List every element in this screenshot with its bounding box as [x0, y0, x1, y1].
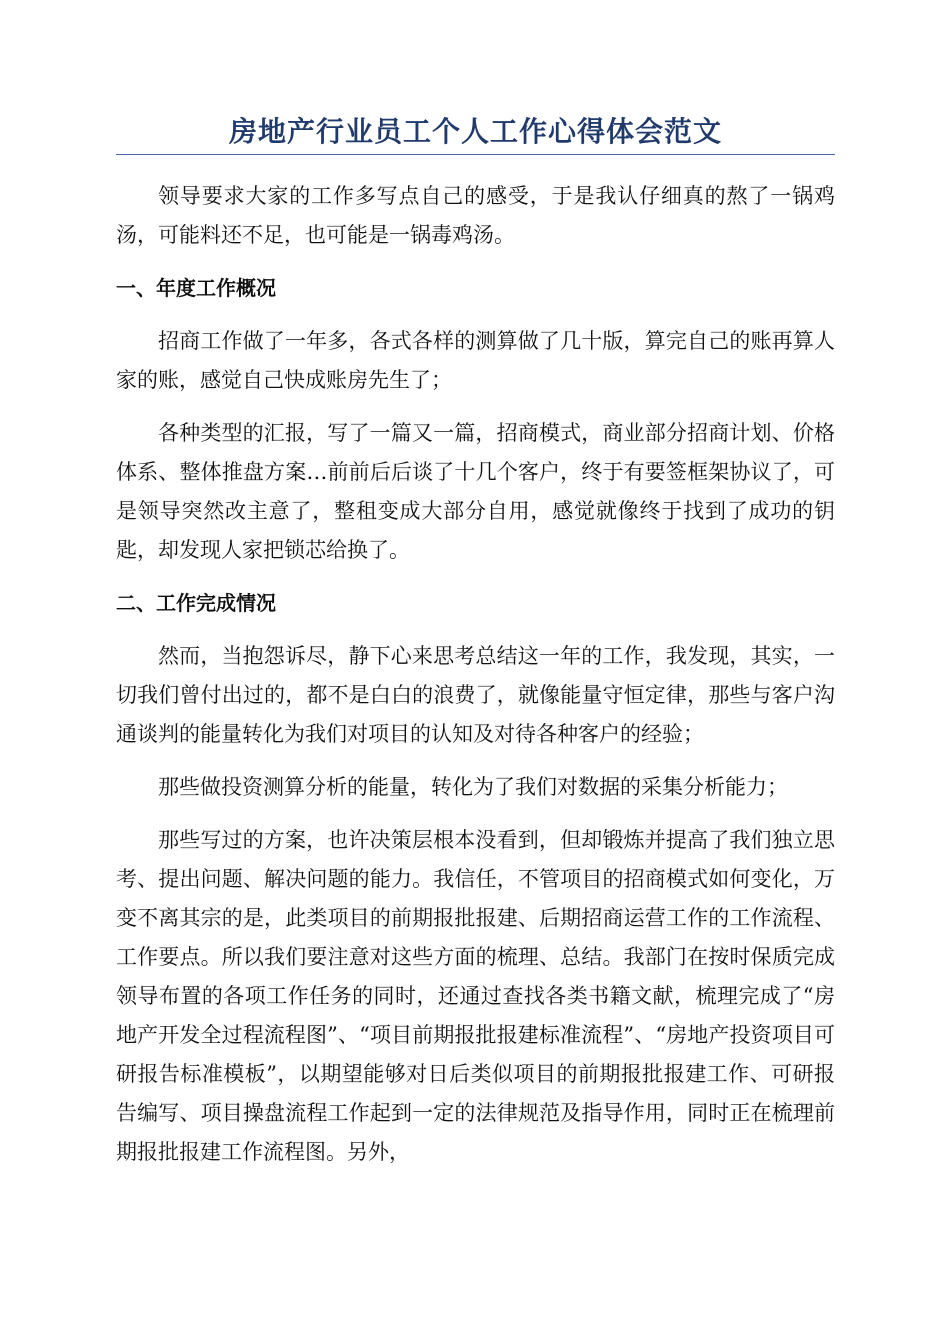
intro-paragraph: 领导要求大家的工作多写点自己的感受，于是我认仔细真的熬了一锅鸡汤，可能料还不足，也可能是一锅毒鸡汤。 — [116, 184, 835, 247]
document-page — [116, 112, 835, 1172]
spacer — [116, 807, 835, 821]
section-heading-1: 一、年度工作概况 — [116, 276, 276, 300]
spacer — [116, 754, 835, 768]
spacer — [116, 623, 835, 637]
section-2-paragraph-2: 那些做投资测算分析的能量，转化为了我们对数据的采集分析能力； — [158, 775, 788, 799]
section-heading-2: 二、工作完成情况 — [116, 591, 276, 615]
spacer — [116, 570, 835, 584]
section-2-paragraph-3: 那些写过的方案，也许决策层根本没看到，但却锻炼并提高了我们独立思考、提出问题、解决问题的能力。我信任，不管项目的招商模式如何变化，万变不离其宗的是，此类项目的前期报批报建、后期招商运营工作的工作流程、工作要点。所以我们要注意对这些方面的梳理、总结。我部门在按时保质完成领导布置的各项工作任务的同时，还通过查找各类书籍文献，梳理完成了“房地产开发全过程流程图”、“项目前期报批报建标准流程”、“房地产投资项目可研报告标准模板”，以期望能够对日后类似项目的前期报批报建工作、可研报告编写、项目操盘流程工作起到一定的法律规范及指导作用，同时正在梳理前期报批报建工作流程图。另外， — [116, 828, 835, 1164]
spacer — [116, 155, 835, 177]
document-title: 房地产行业员工个人工作心得体会范文 — [116, 112, 835, 155]
spacer — [116, 308, 835, 322]
spacer — [116, 400, 835, 414]
spacer — [116, 255, 835, 269]
section-2-paragraph-1: 然而，当抱怨诉尽，静下心来思考总结这一年的工作，我发现，其实，一切我们曾付出过的，都不是白白的浪费了，就像能量守恒定律，那些与客户沟通谈判的能量转化为我们对项目的认知及对待各种客户的经验； — [116, 644, 835, 746]
section-1-paragraph-2: 各种类型的汇报，写了一篇又一篇，招商模式，商业部分招商计划、价格体系、整体推盘方案…前前后后谈了十几个客户，终于有要签框架协议了，可是领导突然改主意了，整租变成大部分自用，感觉就像终于找到了成功的钥匙，却发现人家把锁芯给换了。 — [116, 421, 835, 562]
section-1-paragraph-1: 招商工作做了一年多，各式各样的测算做了几十版，算完自己的账再算人家的账，感觉自己快成账房先生了； — [116, 329, 835, 392]
